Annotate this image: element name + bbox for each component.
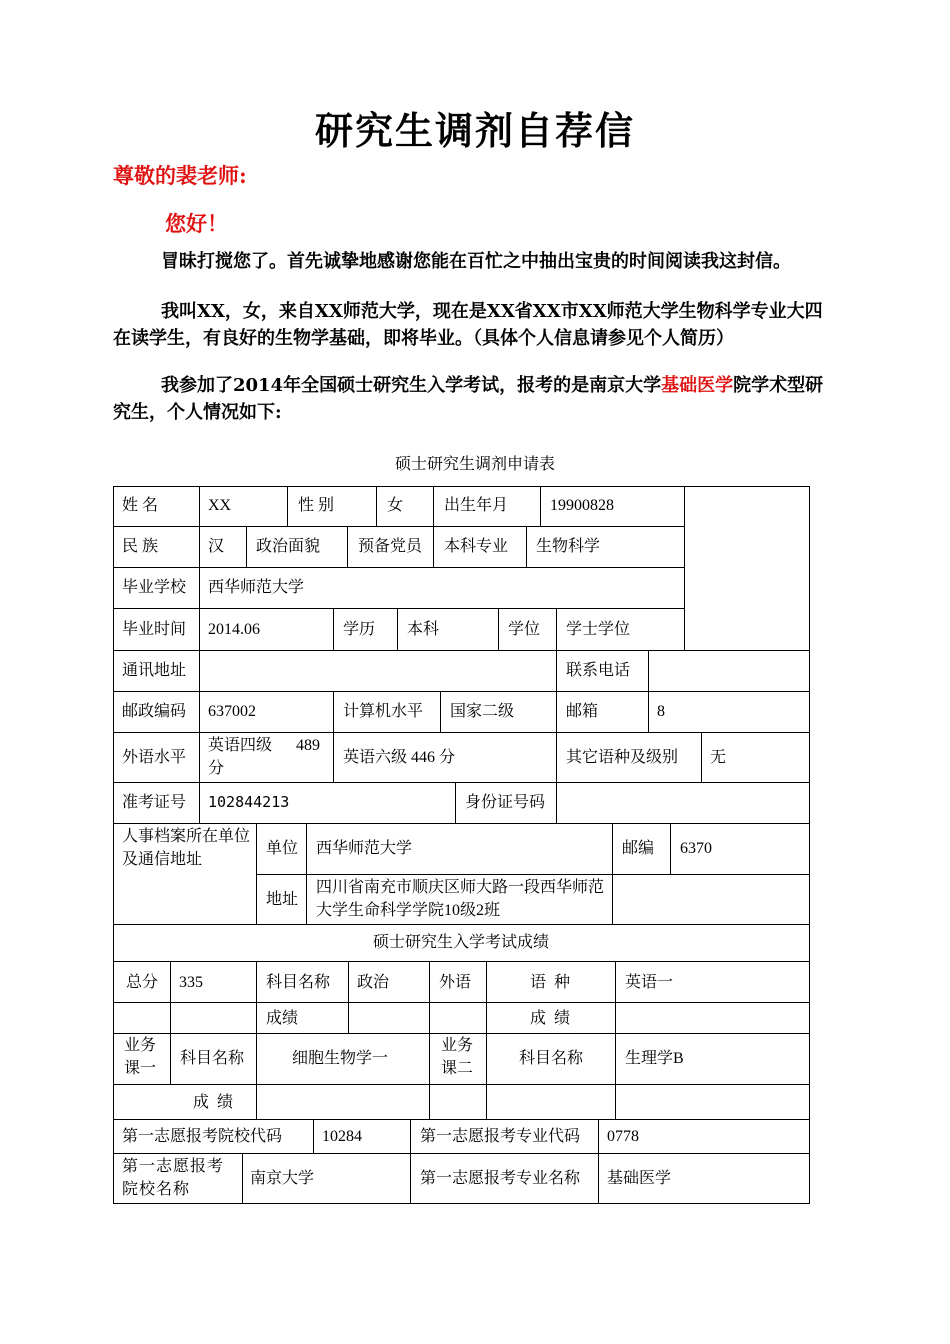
- course1-label: 业务课一: [124, 1037, 157, 1077]
- computer-value[interactable]: 国家二级: [450, 703, 515, 720]
- scores-header: 硕士研究生入学考试成绩: [372, 934, 549, 951]
- foreign-label: 外语水平: [122, 749, 187, 766]
- foreign-subject-label: 外语: [439, 974, 472, 991]
- first-school-code-label: 第一志愿报考院校代码: [122, 1128, 283, 1145]
- other-lang-label: 其它语种及级别: [566, 749, 679, 766]
- degree-label: 学位: [508, 621, 541, 638]
- school-value[interactable]: 西华师范大学: [208, 579, 305, 596]
- email-label: 邮箱: [566, 703, 599, 720]
- edu-label: 学历: [343, 621, 376, 638]
- birth-label: 出生年月: [444, 497, 509, 514]
- name-value[interactable]: XX: [208, 497, 232, 514]
- postcode-value[interactable]: 637002: [208, 703, 256, 720]
- addr-value[interactable]: 四川省南充市顺庆区师大路一段西华师范大学生命科学学院10级2班: [316, 879, 605, 919]
- email-value[interactable]: 8: [657, 703, 665, 720]
- edu-value[interactable]: 本科: [407, 621, 440, 638]
- total-value[interactable]: 335: [179, 974, 203, 991]
- paragraph-3-text: 我参加了2014年全国硕士研究生入学考试，报考的是南京大学: [161, 375, 662, 396]
- first-major-code-label: 第一志愿报考专业代码: [420, 1128, 581, 1145]
- archive-label: 人事档案所在单位及通信地址: [122, 828, 251, 868]
- political-value[interactable]: 预备党员: [358, 538, 423, 555]
- phone-label: 联系电话: [566, 662, 631, 679]
- lang-value[interactable]: 英语一: [625, 974, 674, 991]
- political-label: 政治面貌: [256, 538, 321, 555]
- unit-value[interactable]: 西华师范大学: [316, 840, 413, 857]
- politics-value[interactable]: 政治: [357, 974, 390, 991]
- salutation: 尊敬的裴老师:: [113, 163, 247, 188]
- total-label: 总分: [126, 974, 159, 991]
- gradtime-label: 毕业时间: [122, 621, 187, 638]
- paragraph-3: [113, 372, 833, 426]
- birth-value[interactable]: 19900828: [550, 497, 614, 514]
- first-major-code-value[interactable]: 0778: [607, 1128, 639, 1145]
- school-label: 毕业学校: [122, 579, 187, 596]
- course2-label: 业务课二: [441, 1037, 474, 1077]
- subject-label: 科目名称: [266, 974, 331, 991]
- cet4-value[interactable]: 英语四级 489分: [208, 737, 321, 777]
- degree-value[interactable]: 学士学位: [566, 621, 631, 638]
- major-label: 本科专业: [444, 538, 509, 555]
- id-label: 身份证号码: [465, 794, 546, 811]
- cet6-value[interactable]: 英语六级 446 分: [343, 749, 456, 766]
- paragraph-1: 冒昧打搅您了。首先诚挚地感谢您能在百忙之中抽出宝贵的时间阅读我这封信。: [161, 251, 791, 272]
- lang-label: 语 种: [530, 974, 571, 991]
- unit-label: 单位: [266, 840, 299, 857]
- course-score-label: 成 绩: [193, 1094, 234, 1111]
- gradtime-value[interactable]: 2014.06: [208, 621, 260, 638]
- name-label: 姓 名: [122, 497, 159, 514]
- gender-value[interactable]: 女: [387, 497, 404, 514]
- postcode-label: 邮政编码: [122, 703, 187, 720]
- course1-value[interactable]: 细胞生物学一: [292, 1050, 389, 1067]
- first-school-name-label: 第一志愿报考院校名称: [122, 1158, 225, 1198]
- ethnic-label: 民 族: [122, 538, 159, 555]
- greeting: 您好！: [165, 211, 228, 236]
- score-label: 成绩: [266, 1010, 299, 1027]
- ethnic-value[interactable]: 汉: [208, 538, 225, 555]
- zip-value[interactable]: 6370: [680, 840, 712, 857]
- computer-label: 计算机水平: [343, 703, 424, 720]
- paragraph-3-tail: 院学术型研究生，个人情况如下:: [113, 375, 824, 423]
- address-label: 通讯地址: [122, 662, 187, 679]
- addr-label: 地址: [266, 891, 299, 908]
- first-major-name-label: 第一志愿报考专业名称: [420, 1170, 581, 1187]
- first-major-name-value[interactable]: 基础医学: [607, 1170, 672, 1187]
- first-school-code-value[interactable]: 10284: [322, 1128, 362, 1145]
- course2-subject-label: 科目名称: [519, 1050, 584, 1067]
- gender-label: 性 别: [298, 497, 335, 514]
- zip-label: 邮编: [622, 840, 655, 857]
- other-lang-value[interactable]: 无: [710, 749, 727, 766]
- form-title: 硕士研究生调剂申请表: [394, 456, 555, 473]
- exam-no-value[interactable]: 102844213: [208, 793, 290, 811]
- highlight-major: 基础医学: [661, 375, 734, 396]
- first-school-name-value[interactable]: 南京大学: [250, 1170, 315, 1187]
- course1-subject-label: 科目名称: [180, 1050, 245, 1067]
- page-title: 研究生调剂自荐信: [314, 108, 635, 153]
- exam-no-label: 准考证号: [122, 794, 187, 811]
- score-label-2: 成 绩: [530, 1010, 571, 1027]
- major-value[interactable]: 生物科学: [536, 538, 601, 555]
- course2-value[interactable]: 生理学B: [625, 1050, 684, 1067]
- paragraph-2: 我叫XX，女，来自XX师范大学，现在是XX省XX市XX师范大学生物科学专业大四在读学生，有良好的生物学基础，即将毕业。（具体个人信息请参见个人简历）: [113, 301, 823, 349]
